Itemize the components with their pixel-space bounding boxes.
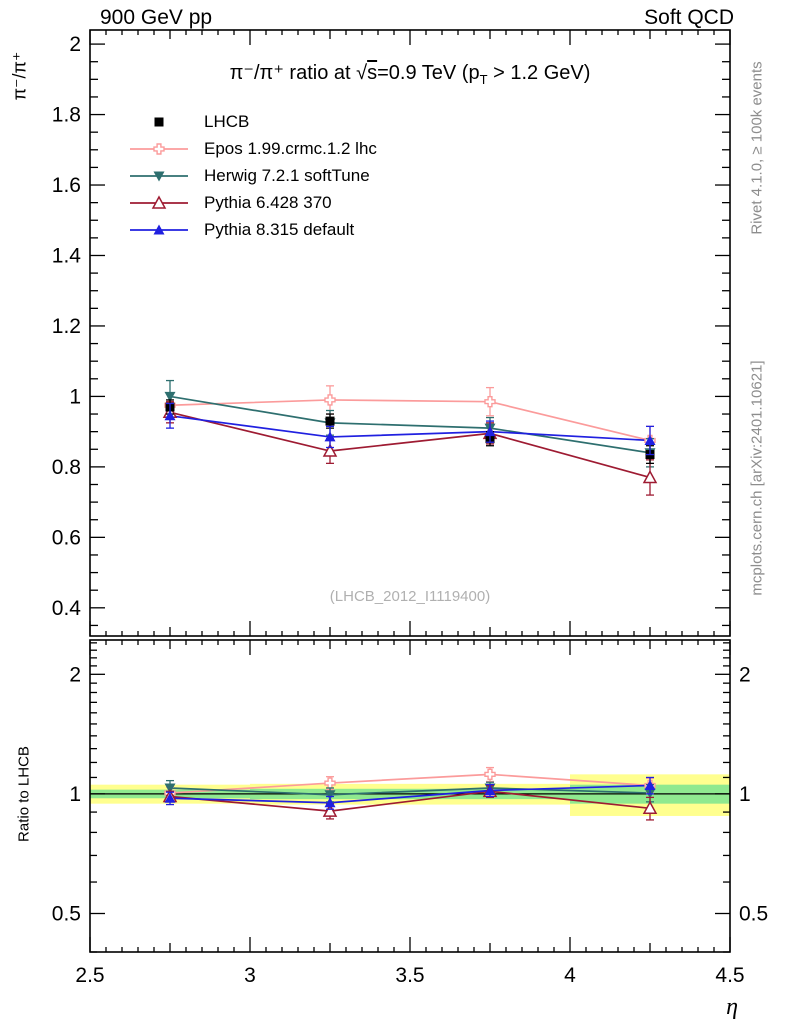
y-tick-label-main: 1.6 [51, 174, 81, 198]
legend-label-herwig: Herwig 7.2.1 softTune [204, 165, 370, 185]
x-tick-label: 3.5 [395, 964, 425, 987]
x-tick-label: 2.5 [75, 964, 105, 987]
y-tick-label-main: 0.6 [51, 526, 81, 550]
y-tick-label-ratio-left: 2 [69, 663, 81, 687]
legend-glyph-epos [154, 144, 164, 154]
plot-title [90, 60, 730, 87]
y-tick-label-main: 1.8 [51, 103, 81, 127]
legend-label-epos: Epos 1.99.crmc.1.2 lhc [204, 138, 377, 158]
legend-marker-pythia6 [128, 195, 190, 211]
legend-glyph-lhcb [155, 117, 164, 126]
legend-item-pythia6 [128, 189, 377, 216]
y-tick-label-main: 1.2 [51, 314, 81, 338]
analysis-id-watermark: (LHCB_2012_I1119400) [329, 588, 491, 605]
y-tick-label-main: 2 [69, 33, 81, 57]
legend-item-epos [128, 135, 377, 162]
legend-label-lhcb: LHCB [204, 111, 250, 131]
x-tick-label: 4 [564, 964, 576, 987]
legend-marker-herwig [128, 168, 190, 184]
title-text: =0.9 TeV (p [377, 62, 480, 84]
legend-label-pythia8: Pythia 8.315 default [204, 219, 355, 239]
legend-item-pythia8 [128, 216, 377, 243]
y-tick-label-main: 0.8 [51, 455, 81, 479]
series-line-pythia6 [170, 412, 650, 477]
legend-marker-epos [128, 141, 190, 157]
data-point-epos [325, 395, 335, 405]
rivet-version-note: Rivet 4.1.0, ≥ 100k events [748, 61, 766, 235]
y-tick-label-main: 0.4 [51, 596, 81, 620]
y-tick-label-ratio-right: 1 [739, 782, 751, 806]
legend [128, 108, 377, 243]
data-point-epos [485, 397, 495, 407]
y-tick-label-ratio-left: 1 [69, 782, 81, 806]
data-point-lhcb [326, 417, 335, 426]
beam-label: 900 GeV pp [100, 6, 213, 29]
title-sqrt-s: s [367, 62, 378, 84]
series-line-pythia8 [170, 416, 650, 441]
title-text: > 1.2 GeV) [487, 62, 591, 84]
legend-label-pythia6: Pythia 6.428 370 [204, 192, 332, 212]
x-tick-label: 4.5 [715, 964, 745, 987]
legend-marker-pythia8 [128, 222, 190, 238]
x-axis-label: η [726, 994, 738, 1020]
y-axis-label-ratio: Ratio to LHCB [15, 746, 33, 842]
y-tick-label-ratio-right: 0.5 [739, 902, 769, 926]
y-tick-label-ratio-right: 2 [739, 663, 751, 687]
y-tick-label-main: 1 [69, 385, 81, 409]
legend-item-lhcb [128, 108, 377, 135]
y-tick-label-ratio-left: 0.5 [51, 902, 81, 926]
ratio-point-epos [485, 769, 495, 779]
title-pt-subscript: T [479, 72, 488, 87]
legend-item-herwig [128, 162, 377, 189]
y-axis-label-main: π⁻/π⁺ [9, 51, 30, 101]
x-tick-label: 3 [244, 964, 256, 987]
mcplots-arxiv-note: mcplots.cern.ch [arXiv:2401.10621] [748, 360, 766, 596]
y-tick-label-main: 1.4 [51, 244, 81, 268]
title-text: π⁻/π⁺ ratio at √ [229, 62, 368, 84]
process-group-label: Soft QCD [644, 6, 734, 29]
legend-marker-lhcb [128, 114, 190, 130]
